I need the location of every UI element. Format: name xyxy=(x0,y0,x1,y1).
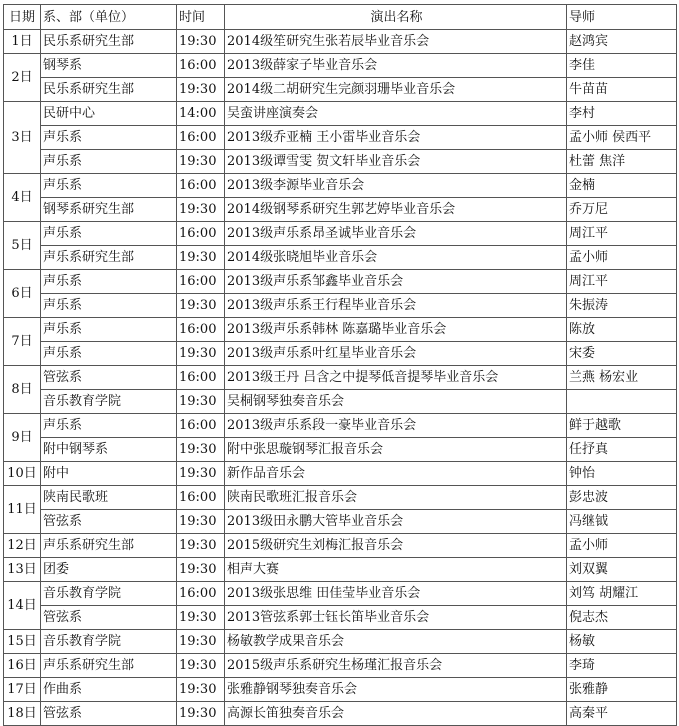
table-row xyxy=(4,318,677,342)
tutor-cell: 张雅静 xyxy=(567,678,677,702)
dept-cell: 管弦系 xyxy=(41,702,177,726)
time-cell: 16:00 xyxy=(177,174,225,198)
table-row xyxy=(4,414,677,438)
show-cell: 2013级王丹 吕含之中提琴低音提琴毕业音乐会 xyxy=(225,366,567,390)
tutor-cell: 任抒真 xyxy=(567,438,677,462)
show-cell: 2015级研究生刘梅汇报音乐会 xyxy=(225,534,567,558)
table-row xyxy=(4,366,677,390)
time-cell: 19:30 xyxy=(177,342,225,366)
show-cell: 2014级钢琴系研究生郭艺婷毕业音乐会 xyxy=(225,198,567,222)
date-cell: 5日 xyxy=(4,222,41,270)
time-cell: 16:00 xyxy=(177,270,225,294)
date-cell: 7日 xyxy=(4,318,41,366)
schedule-table-1 xyxy=(3,4,677,366)
table-row xyxy=(4,198,677,222)
table-row xyxy=(4,222,677,246)
time-cell: 16:00 xyxy=(177,582,225,606)
time-cell: 16:00 xyxy=(177,318,225,342)
time-cell: 19:30 xyxy=(177,678,225,702)
header-row xyxy=(4,5,677,30)
show-cell: 吴蛮讲座演奏会 xyxy=(225,102,567,126)
dept-cell: 钢琴系研究生部 xyxy=(41,198,177,222)
schedule-body-1 xyxy=(4,30,677,366)
time-cell: 16:00 xyxy=(177,222,225,246)
time-cell: 16:00 xyxy=(177,366,225,390)
show-cell: 2013级声乐系叶红星毕业音乐会 xyxy=(225,342,567,366)
tutor-cell: 李村 xyxy=(567,102,677,126)
show-cell: 2013级谭雪雯 贺文轩毕业音乐会 xyxy=(225,150,567,174)
tutor-cell: 杜蕾 焦洋 xyxy=(567,150,677,174)
date-cell: 13日 xyxy=(4,558,41,582)
date-cell: 16日 xyxy=(4,654,41,678)
dept-cell: 声乐系 xyxy=(41,174,177,198)
dept-cell: 声乐系 xyxy=(41,318,177,342)
show-cell: 张雅静钢琴独奏音乐会 xyxy=(225,678,567,702)
date-cell: 1日 xyxy=(4,30,41,54)
table-row xyxy=(4,558,677,582)
time-cell: 19:30 xyxy=(177,294,225,318)
show-cell: 2013级李源毕业音乐会 xyxy=(225,174,567,198)
time-cell: 19:30 xyxy=(177,606,225,630)
date-cell: 14日 xyxy=(4,582,41,630)
tutor-cell: 金楠 xyxy=(567,174,677,198)
tutor-cell: 钟怡 xyxy=(567,462,677,486)
dept-cell: 声乐系 xyxy=(41,270,177,294)
tutor-cell: 鲜于越歌 xyxy=(567,414,677,438)
date-cell: 12日 xyxy=(4,534,41,558)
tutor-cell: 牛苗苗 xyxy=(567,78,677,102)
tutor-cell: 刘笃 胡耀江 xyxy=(567,582,677,606)
dept-cell: 陕南民歌班 xyxy=(41,486,177,510)
date-cell: 8日 xyxy=(4,366,41,414)
tutor-cell: 兰燕 杨宏业 xyxy=(567,366,677,390)
dept-cell: 音乐教育学院 xyxy=(41,582,177,606)
table-row xyxy=(4,582,677,606)
tutor-cell: 刘双翼 xyxy=(567,558,677,582)
table-row xyxy=(4,54,677,78)
table-row xyxy=(4,150,677,174)
show-cell: 2013级声乐系韩林 陈嘉璐毕业音乐会 xyxy=(225,318,567,342)
time-cell: 19:30 xyxy=(177,390,225,414)
date-cell: 3日 xyxy=(4,102,41,174)
schedule-body-2 xyxy=(4,366,677,726)
tutor-cell: 孟小师 侯西平 xyxy=(567,126,677,150)
dept-cell: 声乐系研究生部 xyxy=(41,654,177,678)
dept-cell: 音乐教育学院 xyxy=(41,390,177,414)
show-cell: 2015级声乐系研究生杨瑾汇报音乐会 xyxy=(225,654,567,678)
show-cell: 2013级声乐系昂圣诚毕业音乐会 xyxy=(225,222,567,246)
table-row xyxy=(4,270,677,294)
header-date: 日期 xyxy=(4,5,41,30)
tutor-cell: 周江平 xyxy=(567,270,677,294)
date-cell: 6日 xyxy=(4,270,41,318)
show-cell: 杨敏教学成果音乐会 xyxy=(225,630,567,654)
header-time: 时间 xyxy=(177,5,225,30)
dept-cell: 民乐系研究生部 xyxy=(41,78,177,102)
show-cell: 2013管弦系郭士钰长笛毕业音乐会 xyxy=(225,606,567,630)
tutor-cell: 宋委 xyxy=(567,342,677,366)
date-cell: 4日 xyxy=(4,174,41,222)
table-row xyxy=(4,534,677,558)
show-cell: 2013级张思维 田佳莹毕业音乐会 xyxy=(225,582,567,606)
tutor-cell: 高秦平 xyxy=(567,702,677,726)
dept-cell: 钢琴系 xyxy=(41,54,177,78)
time-cell: 19:30 xyxy=(177,630,225,654)
show-cell: 2013级田永鹏大管毕业音乐会 xyxy=(225,510,567,534)
show-cell: 新作品音乐会 xyxy=(225,462,567,486)
time-cell: 14:00 xyxy=(177,102,225,126)
tutor-cell: 彭忠波 xyxy=(567,486,677,510)
show-cell: 相声大赛 xyxy=(225,558,567,582)
tutor-cell: 杨敏 xyxy=(567,630,677,654)
table-row xyxy=(4,30,677,54)
table-row xyxy=(4,606,677,630)
table-row xyxy=(4,102,677,126)
dept-cell: 民研中心 xyxy=(41,102,177,126)
table-row xyxy=(4,678,677,702)
dept-cell: 附中钢琴系 xyxy=(41,438,177,462)
table-row xyxy=(4,126,677,150)
table-row xyxy=(4,174,677,198)
time-cell: 19:30 xyxy=(177,462,225,486)
show-cell: 2013级薛家子毕业音乐会 xyxy=(225,54,567,78)
dept-cell: 声乐系 xyxy=(41,342,177,366)
table-row xyxy=(4,486,677,510)
time-cell: 19:30 xyxy=(177,438,225,462)
tutor-cell: 陈放 xyxy=(567,318,677,342)
show-cell: 2013级声乐系邹鑫毕业音乐会 xyxy=(225,270,567,294)
time-cell: 16:00 xyxy=(177,486,225,510)
time-cell: 16:00 xyxy=(177,54,225,78)
time-cell: 16:00 xyxy=(177,126,225,150)
show-cell: 2013级乔亚楠 王小雷毕业音乐会 xyxy=(225,126,567,150)
table-row xyxy=(4,510,677,534)
header-dept: 系、部（单位） xyxy=(41,5,177,30)
table-row xyxy=(4,630,677,654)
table-row xyxy=(4,702,677,726)
date-cell: 15日 xyxy=(4,630,41,654)
dept-cell: 声乐系 xyxy=(41,222,177,246)
dept-cell: 声乐系 xyxy=(41,126,177,150)
date-cell: 11日 xyxy=(4,486,41,534)
table-row xyxy=(4,438,677,462)
show-cell: 2013级声乐系段一豪毕业音乐会 xyxy=(225,414,567,438)
table-row xyxy=(4,342,677,366)
tutor-cell: 李佳 xyxy=(567,54,677,78)
dept-cell: 团委 xyxy=(41,558,177,582)
tutor-cell: 乔万尼 xyxy=(567,198,677,222)
dept-cell: 民乐系研究生部 xyxy=(41,30,177,54)
dept-cell: 声乐系 xyxy=(41,150,177,174)
date-cell: 9日 xyxy=(4,414,41,462)
table-row xyxy=(4,246,677,270)
show-cell: 附中张思璇钢琴汇报音乐会 xyxy=(225,438,567,462)
dept-cell: 附中 xyxy=(41,462,177,486)
dept-cell: 声乐系研究生部 xyxy=(41,534,177,558)
date-cell: 17日 xyxy=(4,678,41,702)
dept-cell: 音乐教育学院 xyxy=(41,630,177,654)
tutor-cell: 李琦 xyxy=(567,654,677,678)
tutor-cell: 倪志杰 xyxy=(567,606,677,630)
time-cell: 19:30 xyxy=(177,198,225,222)
date-cell: 10日 xyxy=(4,462,41,486)
tutor-cell: 周江平 xyxy=(567,222,677,246)
dept-cell: 声乐系研究生部 xyxy=(41,246,177,270)
show-cell: 陕南民歌班汇报音乐会 xyxy=(225,486,567,510)
show-cell: 2014级二胡研究生完颜羽珊毕业音乐会 xyxy=(225,78,567,102)
table-row xyxy=(4,294,677,318)
schedule-table-2 xyxy=(3,365,677,726)
tutor-cell: 孟小师 xyxy=(567,246,677,270)
header-show: 演出名称 xyxy=(225,5,567,30)
time-cell: 19:30 xyxy=(177,654,225,678)
show-cell: 高源长笛独奏音乐会 xyxy=(225,702,567,726)
dept-cell: 声乐系 xyxy=(41,414,177,438)
table-row xyxy=(4,654,677,678)
date-cell: 18日 xyxy=(4,702,41,726)
time-cell: 19:30 xyxy=(177,534,225,558)
dept-cell: 管弦系 xyxy=(41,366,177,390)
dept-cell: 作曲系 xyxy=(41,678,177,702)
dept-cell: 管弦系 xyxy=(41,510,177,534)
time-cell: 19:30 xyxy=(177,150,225,174)
show-cell: 2013级声乐系王行程毕业音乐会 xyxy=(225,294,567,318)
show-cell: 2014级张晓旭毕业音乐会 xyxy=(225,246,567,270)
time-cell: 19:30 xyxy=(177,558,225,582)
header-tutor: 导师 xyxy=(567,5,677,30)
time-cell: 16:00 xyxy=(177,414,225,438)
date-cell: 2日 xyxy=(4,54,41,102)
show-cell: 2014级笙研究生张若辰毕业音乐会 xyxy=(225,30,567,54)
time-cell: 19:30 xyxy=(177,702,225,726)
dept-cell: 声乐系 xyxy=(41,294,177,318)
tutor-cell: 冯继钺 xyxy=(567,510,677,534)
tutor-cell xyxy=(567,390,677,414)
tutor-cell: 朱振涛 xyxy=(567,294,677,318)
time-cell: 19:30 xyxy=(177,510,225,534)
tutor-cell: 孟小师 xyxy=(567,534,677,558)
dept-cell: 管弦系 xyxy=(41,606,177,630)
time-cell: 19:30 xyxy=(177,30,225,54)
time-cell: 19:30 xyxy=(177,246,225,270)
time-cell: 19:30 xyxy=(177,78,225,102)
table-row xyxy=(4,78,677,102)
table-row xyxy=(4,390,677,414)
show-cell: 吴桐钢琴独奏音乐会 xyxy=(225,390,567,414)
table-row xyxy=(4,462,677,486)
tutor-cell: 赵鸿宾 xyxy=(567,30,677,54)
